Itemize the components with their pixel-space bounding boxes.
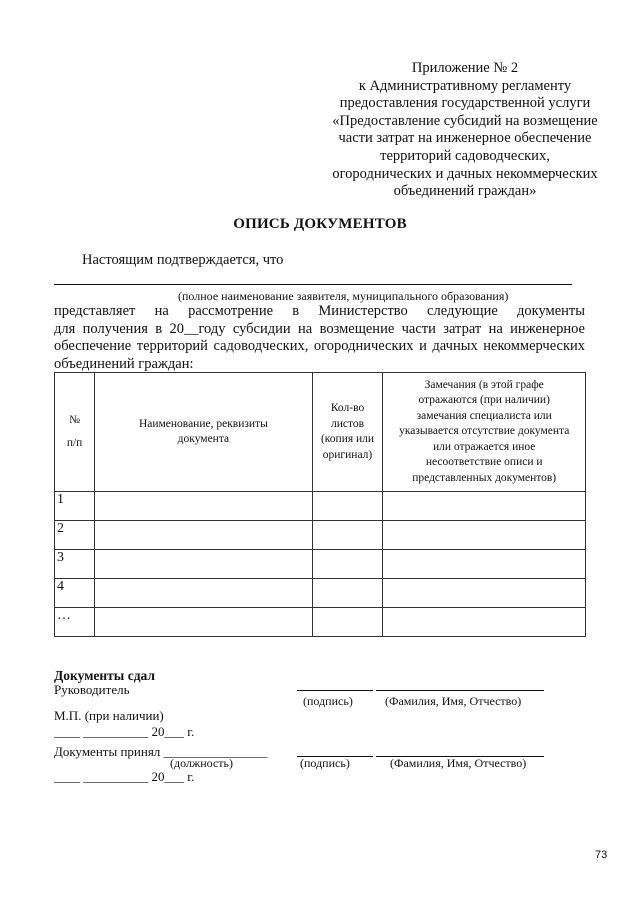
accepted-date-line[interactable]: ____ __________ 20___ г. <box>54 769 195 784</box>
intro-text: Настоящим подтверждается, что <box>82 252 284 268</box>
document-title: ОПИСЬ ДОКУМЕНТОВ <box>233 216 407 232</box>
documents-table <box>54 372 586 637</box>
header-number-symbol: № <box>69 413 81 426</box>
row-document-name[interactable] <box>95 608 313 637</box>
applicant-caption: (полное наименование заявителя, муниципального образования) <box>178 289 509 303</box>
row-document-name[interactable] <box>95 579 313 608</box>
appendix-line: предоставления государственной услуги <box>339 95 591 112</box>
page-number: 73 <box>595 849 608 861</box>
header-document-name: Наименование, реквизиты документа <box>95 373 313 492</box>
row-sheet-count[interactable] <box>312 608 383 637</box>
table-row <box>55 608 586 637</box>
row-sheet-count[interactable] <box>312 521 383 550</box>
header-remarks: Замечания (в этой графе отражаются (при наличии) замечания специалиста или указывается отсутствие документа или отражается иное несоответствие описи и представленных документов) <box>383 373 586 492</box>
row-number: 4 <box>55 579 95 608</box>
signature-caption: (подпись) <box>300 756 350 770</box>
paragraph-line-3: обеспечение территорий садоводческих, огороднических и дачных некоммерческих <box>54 338 585 354</box>
row-remarks[interactable] <box>383 492 586 521</box>
paragraph-word: Министерство <box>318 303 408 319</box>
table-row <box>55 579 586 608</box>
row-sheet-count[interactable] <box>312 550 383 579</box>
row-remarks[interactable] <box>383 608 586 637</box>
appendix-line: территорий садоводческих, <box>380 147 550 164</box>
appendix-line: «Предоставление субсидий на возмещение <box>332 112 598 129</box>
applicant-name-line <box>54 284 572 285</box>
table-header-row <box>55 373 586 492</box>
table-row <box>55 550 586 579</box>
row-document-name[interactable] <box>95 550 313 579</box>
row-number: 3 <box>55 550 95 579</box>
submitted-title: Документы сдал <box>54 668 155 683</box>
row-number: 2 <box>55 521 95 550</box>
header-number-sub: п/п <box>66 437 83 449</box>
paragraph-word: на <box>154 303 169 319</box>
fio-caption: (Фамилия, Имя, Отчество) <box>385 694 522 708</box>
appendix-line: огороднических и дачных некоммерческих <box>332 165 598 182</box>
paragraph-word: следующие <box>427 303 498 319</box>
row-number: … <box>55 608 95 637</box>
paragraph-word: рассмотрение <box>188 303 274 319</box>
paragraph-word: в <box>292 303 300 319</box>
paragraph-word: документы <box>517 303 586 319</box>
row-remarks[interactable] <box>383 579 586 608</box>
row-number: 1 <box>55 492 95 521</box>
appendix-line: Приложение № 2 <box>411 60 519 76</box>
body-paragraph <box>54 303 585 373</box>
signature-caption: (подпись) <box>303 694 353 708</box>
table-row <box>55 521 586 550</box>
seal-label: М.П. (при наличии) <box>54 708 164 723</box>
paragraph-word: представляет <box>54 303 136 319</box>
submitted-date-line[interactable]: ____ __________ 20___ г. <box>54 724 195 739</box>
appendix-header <box>320 60 610 201</box>
fio-caption: (Фамилия, Имя, Отчество) <box>390 756 527 770</box>
row-remarks[interactable] <box>383 521 586 550</box>
row-remarks[interactable] <box>383 550 586 579</box>
appendix-line: объединений граждан» <box>393 183 537 200</box>
header-sheet-count: Кол-во листов (копия или оригинал) <box>312 373 383 492</box>
paragraph-line-1 <box>54 303 585 321</box>
appendix-line: к Административному регламенту <box>358 77 572 94</box>
paragraph-line-2: для получения в 20__году субсидии на возмещение части затрат на инженерное <box>54 320 585 337</box>
position-caption: (должность) <box>170 756 233 770</box>
header-number <box>55 373 95 492</box>
fio-line[interactable] <box>376 690 544 691</box>
accepted-label[interactable]: Документы принял ________________ <box>54 744 268 759</box>
row-document-name[interactable] <box>95 492 313 521</box>
appendix-line: части затрат на инженерное обеспечение <box>338 130 592 147</box>
signature-line[interactable] <box>297 690 373 691</box>
head-label: Руководитель <box>54 682 130 697</box>
paragraph-line-4: объединений граждан: <box>54 355 194 372</box>
table-row <box>55 492 586 521</box>
row-sheet-count[interactable] <box>312 579 383 608</box>
row-sheet-count[interactable] <box>312 492 383 521</box>
row-document-name[interactable] <box>95 521 313 550</box>
